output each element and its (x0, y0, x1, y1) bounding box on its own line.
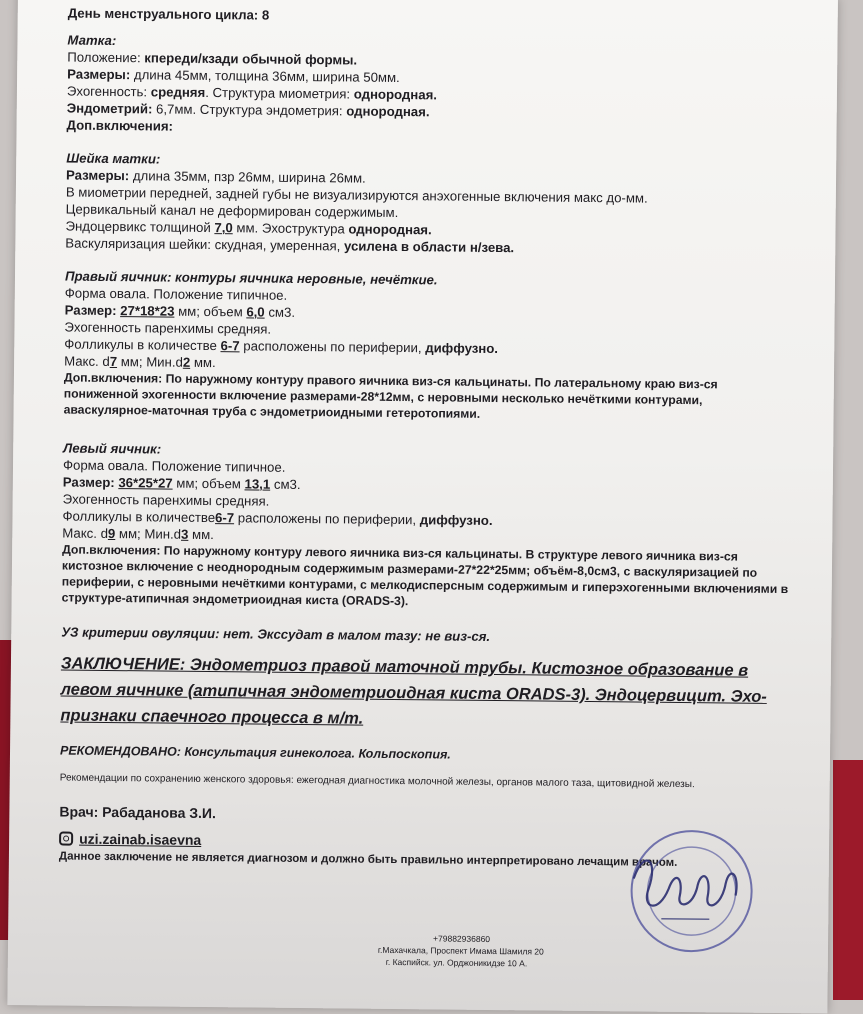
label: мм; Мин.d (115, 526, 182, 542)
contacts (378, 932, 544, 970)
label: Эндоцервикс толщиной (65, 218, 215, 236)
value: 13,1 (244, 476, 271, 492)
left-ovary-shape: Форма овала. Положение типичное. (62, 457, 286, 475)
value: 7,0 (214, 220, 233, 236)
label: Макс. d (62, 525, 109, 541)
label: см3. (270, 476, 301, 492)
value: 6-7 (220, 338, 240, 354)
cycle-day: День менструального цикла: 8 (67, 5, 270, 23)
cervix-line1: В миометрии передней, задней губы не визуализируются анэхогенные включения макс до-мм. (65, 184, 648, 206)
label: Эндометрий: (66, 100, 153, 117)
instagram-text: uzi.zainab.isaevna (79, 830, 202, 848)
value: кпереди/кзади обычной формы. (144, 50, 358, 68)
value: 7 (109, 353, 118, 370)
value: 6,0 (246, 304, 265, 320)
right-ovary-title: Правый яичник: контуры яичника неровные, нечёткие. (64, 268, 438, 288)
label: Фолликулы в количестве (62, 508, 216, 526)
conclusion: ЗАКЛЮЧЕНИЕ: Эндометриоз правой маточной трубы. Кистозное образование в левом яичнике (атипичная эндометриоидная киста ORADS-3). Эндоцервицит. Эхо-признаки спаечного процесса в м/т. (60, 654, 767, 728)
value: 6,7мм. Структура эндометрия: (152, 101, 347, 119)
value: 6-7 (215, 510, 235, 526)
label: Размеры: (65, 167, 130, 184)
ovulation-criteria: УЗ критерии овуляции: нет. Экссудат в малом тазу: не виз-ся. (61, 624, 491, 644)
recommended: РЕКОМЕНДОВАНО: Консультация гинеколога. Кольпоскопия. (59, 743, 451, 762)
phone: +79882936860 (433, 933, 491, 944)
cervix-line2: Цервикальный канал не деформирован содержимым. (65, 201, 399, 220)
uterus-title: Матка: (67, 32, 117, 49)
value: диффузно. (419, 512, 493, 528)
value: длина 35мм, пзр 26мм, ширина 26мм. (129, 168, 366, 186)
label: . Структура миометрия: (205, 84, 354, 102)
value: 3 (180, 526, 189, 542)
left-ovary-section (62, 439, 824, 613)
cervix-title: Шейка матки: (66, 150, 161, 167)
left-ovary-extra: Доп.включения: По наружному контуру левого яичника виз-ся кальцинаты. В структуре левого яичника виз-ся кистозное включение с неоднородным содержимым размерами-27*22*25мм; объём-8,0см3, с васкуляризацией по периферии, с неровными нечёткими контурами, с мелкодисперсным содержимым и гиперэхогенными включениями в структуре-атипичная эндометриоидная киста (ORADS-3). (61, 542, 789, 609)
left-ovary-echo: Эхогенность паренхимы средняя. (62, 491, 270, 509)
label: Васкуляризация шейки: скудная, умеренная, (65, 235, 345, 254)
label: мм. (190, 354, 216, 371)
label: Макс. d (64, 353, 110, 369)
label: расположены по периферии, (239, 338, 426, 356)
address-makhachkala: г.Махачкала, Проспект Имама Шамиля 20 (377, 944, 544, 957)
address-kaspiysk: г. Каспийск. ул. Орджоникидзе 10 А. (385, 956, 528, 969)
value: 36*25*27 (118, 475, 173, 491)
label: Эхогенность: (66, 83, 151, 100)
value: усилена в области н/зева. (343, 238, 515, 256)
value: однородная. (353, 86, 438, 103)
report-content (59, 5, 828, 874)
label: Положение: (67, 49, 145, 66)
value: 2 (182, 354, 191, 370)
background-fabric-right (833, 760, 863, 1000)
label: мм. (188, 526, 214, 543)
label: мм; объем (172, 475, 245, 492)
doctor-name: Врач: Рабаданова З.И. (59, 803, 217, 822)
value: 27*18*23 (120, 303, 175, 319)
label: мм. Эхоструктура (232, 220, 349, 237)
label: Размеры: (67, 66, 131, 83)
label: Размер: (64, 302, 121, 319)
label: мм; Мин.d (117, 354, 183, 370)
value: однородная. (348, 221, 432, 238)
label: расположены по периферии, (234, 510, 420, 528)
value: средняя (150, 84, 206, 100)
label: мм; объем (174, 303, 247, 320)
value: 9 (107, 525, 116, 542)
left-ovary-title: Левый яичник: (63, 440, 162, 457)
cervix-section (65, 150, 826, 260)
label: Размер: (62, 474, 119, 491)
value: диффузно. (425, 340, 499, 357)
doctor-stamp-and-signature (613, 818, 765, 970)
right-ovary-shape: Форма овала. Положение типичное. (64, 285, 288, 303)
label: см3. (264, 304, 296, 320)
right-ovary-echo: Эхогенность паренхимы средняя. (64, 319, 272, 337)
right-ovary-extra: Доп.включения: По наружному контуру правого яичника виз-ся кальцинаты. По латеральному краю виз-ся пониженной эхогенности включение размерами-28*12мм, с неровными несколько нечёткими контурами, аваскулярное-маточная труба с эндометриоидными гетеротопиями. (63, 370, 718, 421)
value: однородная. (346, 103, 430, 120)
right-ovary-section (64, 268, 826, 426)
health-recommendation: Рекомендации по сохранению женского здоровья: ежегодная диагностика молочной железы, органов малого таза, щитовидной железы. (59, 772, 695, 791)
value: длина 45мм, толщина 36мм, ширина 50мм. (130, 67, 400, 86)
uterus-section (66, 32, 827, 142)
disclaimer: Данное заключение не является диагнозом и должно быть правильно интерпретировано лечащим врачом. (58, 850, 678, 869)
uterus-extra: Доп.включения: (66, 117, 174, 134)
instagram-icon (59, 831, 73, 845)
label: Фолликулы в количестве (64, 336, 221, 354)
ultrasound-report-sheet (7, 0, 838, 1014)
